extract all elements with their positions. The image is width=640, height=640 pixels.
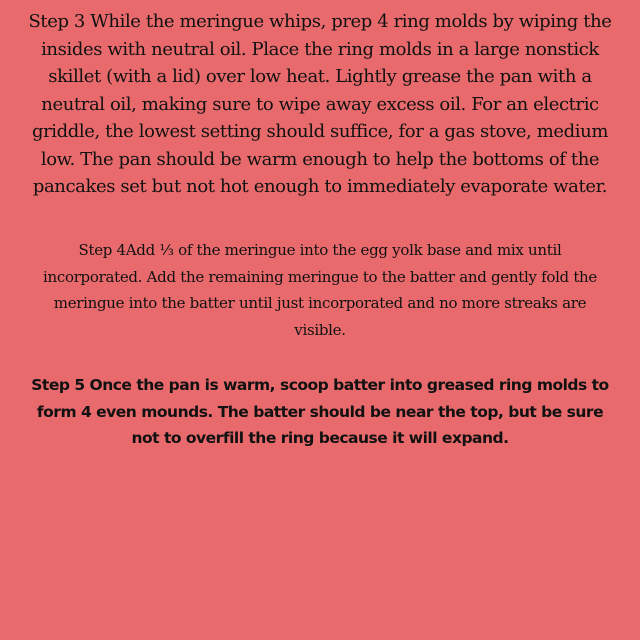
step-5-paragraph: Step 5 Once the pan is warm, scoop batter into greased ring molds to form 4 even mounds. The batter should be near the top, but be sure not to overfill the ring because it will expand.: [31, 376, 609, 447]
step-3-paragraph: Step 3 While the meringue whips, prep 4 ring molds by wiping the insides with neutral oil. Place the ring molds in a large nonstick skillet (with a lid) over low heat. Lightly grease the pan with a neutral oil, making sure to wipe away excess oil. For an electric griddle, the lowest setting should suffice, for a gas stove, medium low. The pan should be warm enough to help the bottoms of the pancakes set but not hot enough to immediately evaporate water.: [28, 11, 612, 197]
step-4-paragraph: Step 4Add ⅓ of the meringue into the egg yolk base and mix until incorporated. Add the remaining meringue to the batter and gently fold the meringue into the batter until just incorporated and no more streaks are visible.: [43, 241, 597, 339]
